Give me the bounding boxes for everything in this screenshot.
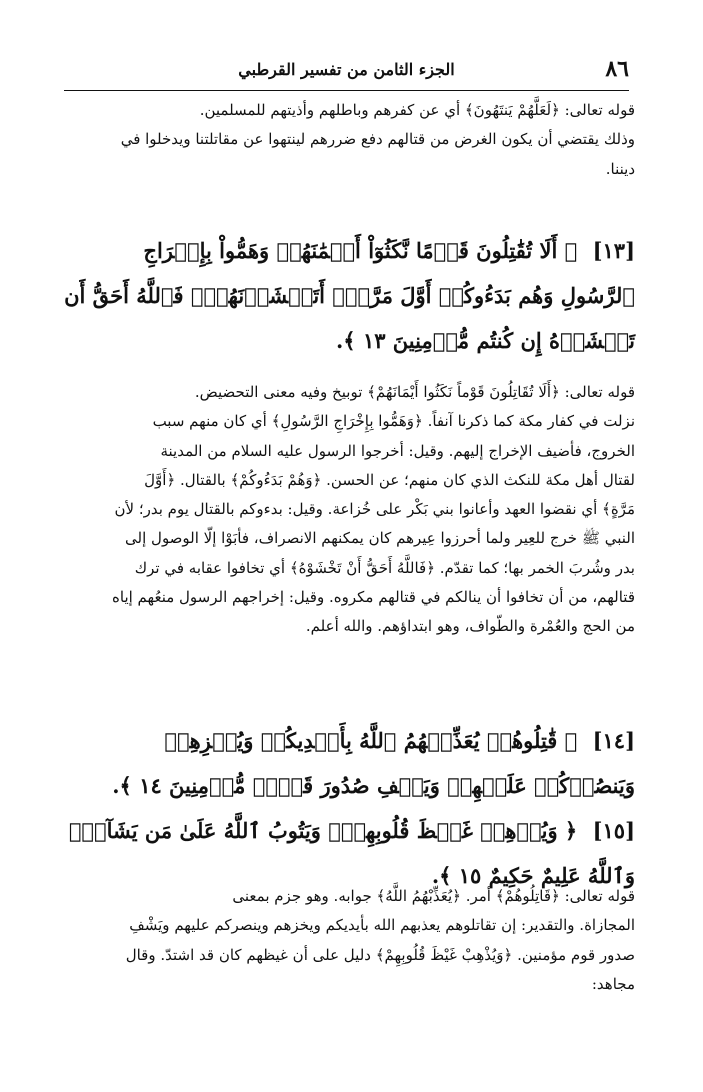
- text-line: قوله تعالى: ﴿لَعَلَّهُمْ يَنتَهُونَ﴾ أي عن كفرهم وباطلهم وأذيتهم للمسلمين.: [199, 101, 635, 119]
- page-number: ٨٦: [605, 56, 629, 82]
- text-line: النبي ﷺ خرج للعِير ولما أحرزوا عِيرهم كان يمكنهم الانصراف، فأبَوْا إلّا الوصول إلى: [125, 529, 635, 548]
- text-line: قوله تعالى: ﴿أَلَا تُقَاتِلُونَ قَوْماً نَكَثُوا أَيْمَانَهُمْ﴾ توبيخ وفيه معنى التحضيض.: [194, 383, 635, 401]
- running-title: الجزء الثامن من تفسير القرطبي: [238, 60, 455, 79]
- text-line: نزلت في كفار مكة كما ذكرنا آنفاً. ﴿وَهَمُّوا بِإِخْرَاجِ الرَّسُولِ﴾ أي كان منهم سبب: [152, 412, 635, 431]
- verse-text: ﴿ أَلَا تُقَٰتِلُونَ قَوۡمًا نَّكَثُوٓاْ أَيۡمَٰنَهُمۡ وَهَمُّواْ بِإِخۡرَاجِ ٱلرَّسُولِ وَهُم بَدَءُوكُمۡ أَوَّلَ مَرَّةٍۚ أَتَخۡشَوۡنَهُمۡۚ فَٱللَّهُ أَحَقُّ أَن تَخۡشَوۡهُ إِن كُنتُم مُّؤۡمِنِينَ ١٣ ﴾.: [64, 238, 635, 353]
- verse-13: [62, 228, 635, 363]
- text-line: مجاهد:: [591, 974, 635, 993]
- verse-number: [١٣]: [592, 238, 635, 263]
- text-line: بدر وشُربَ الخمر بها؛ كما تقدّم. ﴿فَاللَّهُ أَحَقُّ أَنْ تَخْشَوْهُ﴾ أي تخافوا عقابه في ترك: [134, 558, 635, 577]
- verse-number: [١٥]: [592, 818, 635, 843]
- commentary-paragraph-3: [62, 882, 635, 999]
- verse-text: ﴿ وَيُذۡهِبۡ غَيۡظَ قُلُوبِهِمۡۗ وَيَتُوبُ ٱللَّهُ عَلَىٰ مَن يَشَآءُۗ وَٱللَّهُ عَلِيمٌ حَكِيمٌ ١٥ ﴾.: [68, 818, 635, 888]
- verse-14: [62, 718, 635, 808]
- text-line: ديننا.: [605, 159, 635, 178]
- commentary-paragraph-2: [62, 378, 635, 642]
- text-line: المجازاة. والتقدير: إن تقاتلوهم يعذبهم الله بأيديكم ويخزهم وينصركم عليهم ويَشْفِ: [129, 916, 635, 935]
- text-line: قوله تعالى: ﴿قَاتِلُوهُمْ﴾ أمر. ﴿يُعَذِّبْهُمُ اللَّهُ﴾ جوابه. وهو جزم بمعنى: [232, 887, 635, 905]
- text-line: قتالهم، من أن تخافوا أن ينالكم في قتالهم مكروه. وقيل: إخراجهم الرسول منعُهم إياه: [112, 588, 635, 607]
- text-line: لقتال أهل مكة للنكث الذي كان منهم؛ عن الحسن. ﴿وَهُمْ بَدَءُوكُمْ﴾ بالقتال. ﴿أَوَّلَ: [144, 470, 635, 489]
- text-line: من الحج والعُمْرة والطّواف، وهو ابتداؤهم. والله أعلم.: [305, 617, 635, 636]
- verse-number: [١٤]: [592, 728, 635, 753]
- text-line: الخروج، فأضيف الإخراج إليهم. وقيل: أخرجوا الرسول عليه السلام من المدينة: [160, 441, 635, 460]
- text-line: صدور قوم مؤمنين. ﴿وَيُذْهِبْ غَيْظَ قُلُوبِهِمْ﴾ دليل على أن غيظهم كان قد اشتدّ. وقال: [125, 945, 635, 964]
- text-line: وذلك يقتضي أن يكون الغرض من قتالهم دفع ضررهم لينتهوا عن مقاتلتنا ويدخلوا في: [120, 130, 635, 149]
- page-header: [64, 56, 629, 91]
- commentary-paragraph-1: [62, 96, 635, 184]
- text-line: مَرَّةٍ﴾ أي نقضوا العهد وأعانوا بني بَكْر على خُزاعة. وقيل: بدءوكم بالقتال يوم بدر؛ لأن: [114, 500, 635, 519]
- verse-text: ﴿ قَٰتِلُوهُمۡ يُعَذِّبۡهُمُ ٱللَّهُ بِأَيۡدِيكُمۡ وَيُخۡزِهِمۡ وَيَنصُرۡكُمۡ عَلَيۡهِمۡ وَيَشۡفِ صُدُورَ قَوۡمٖ مُّؤۡمِنِينَ ١٤ ﴾.: [112, 728, 635, 798]
